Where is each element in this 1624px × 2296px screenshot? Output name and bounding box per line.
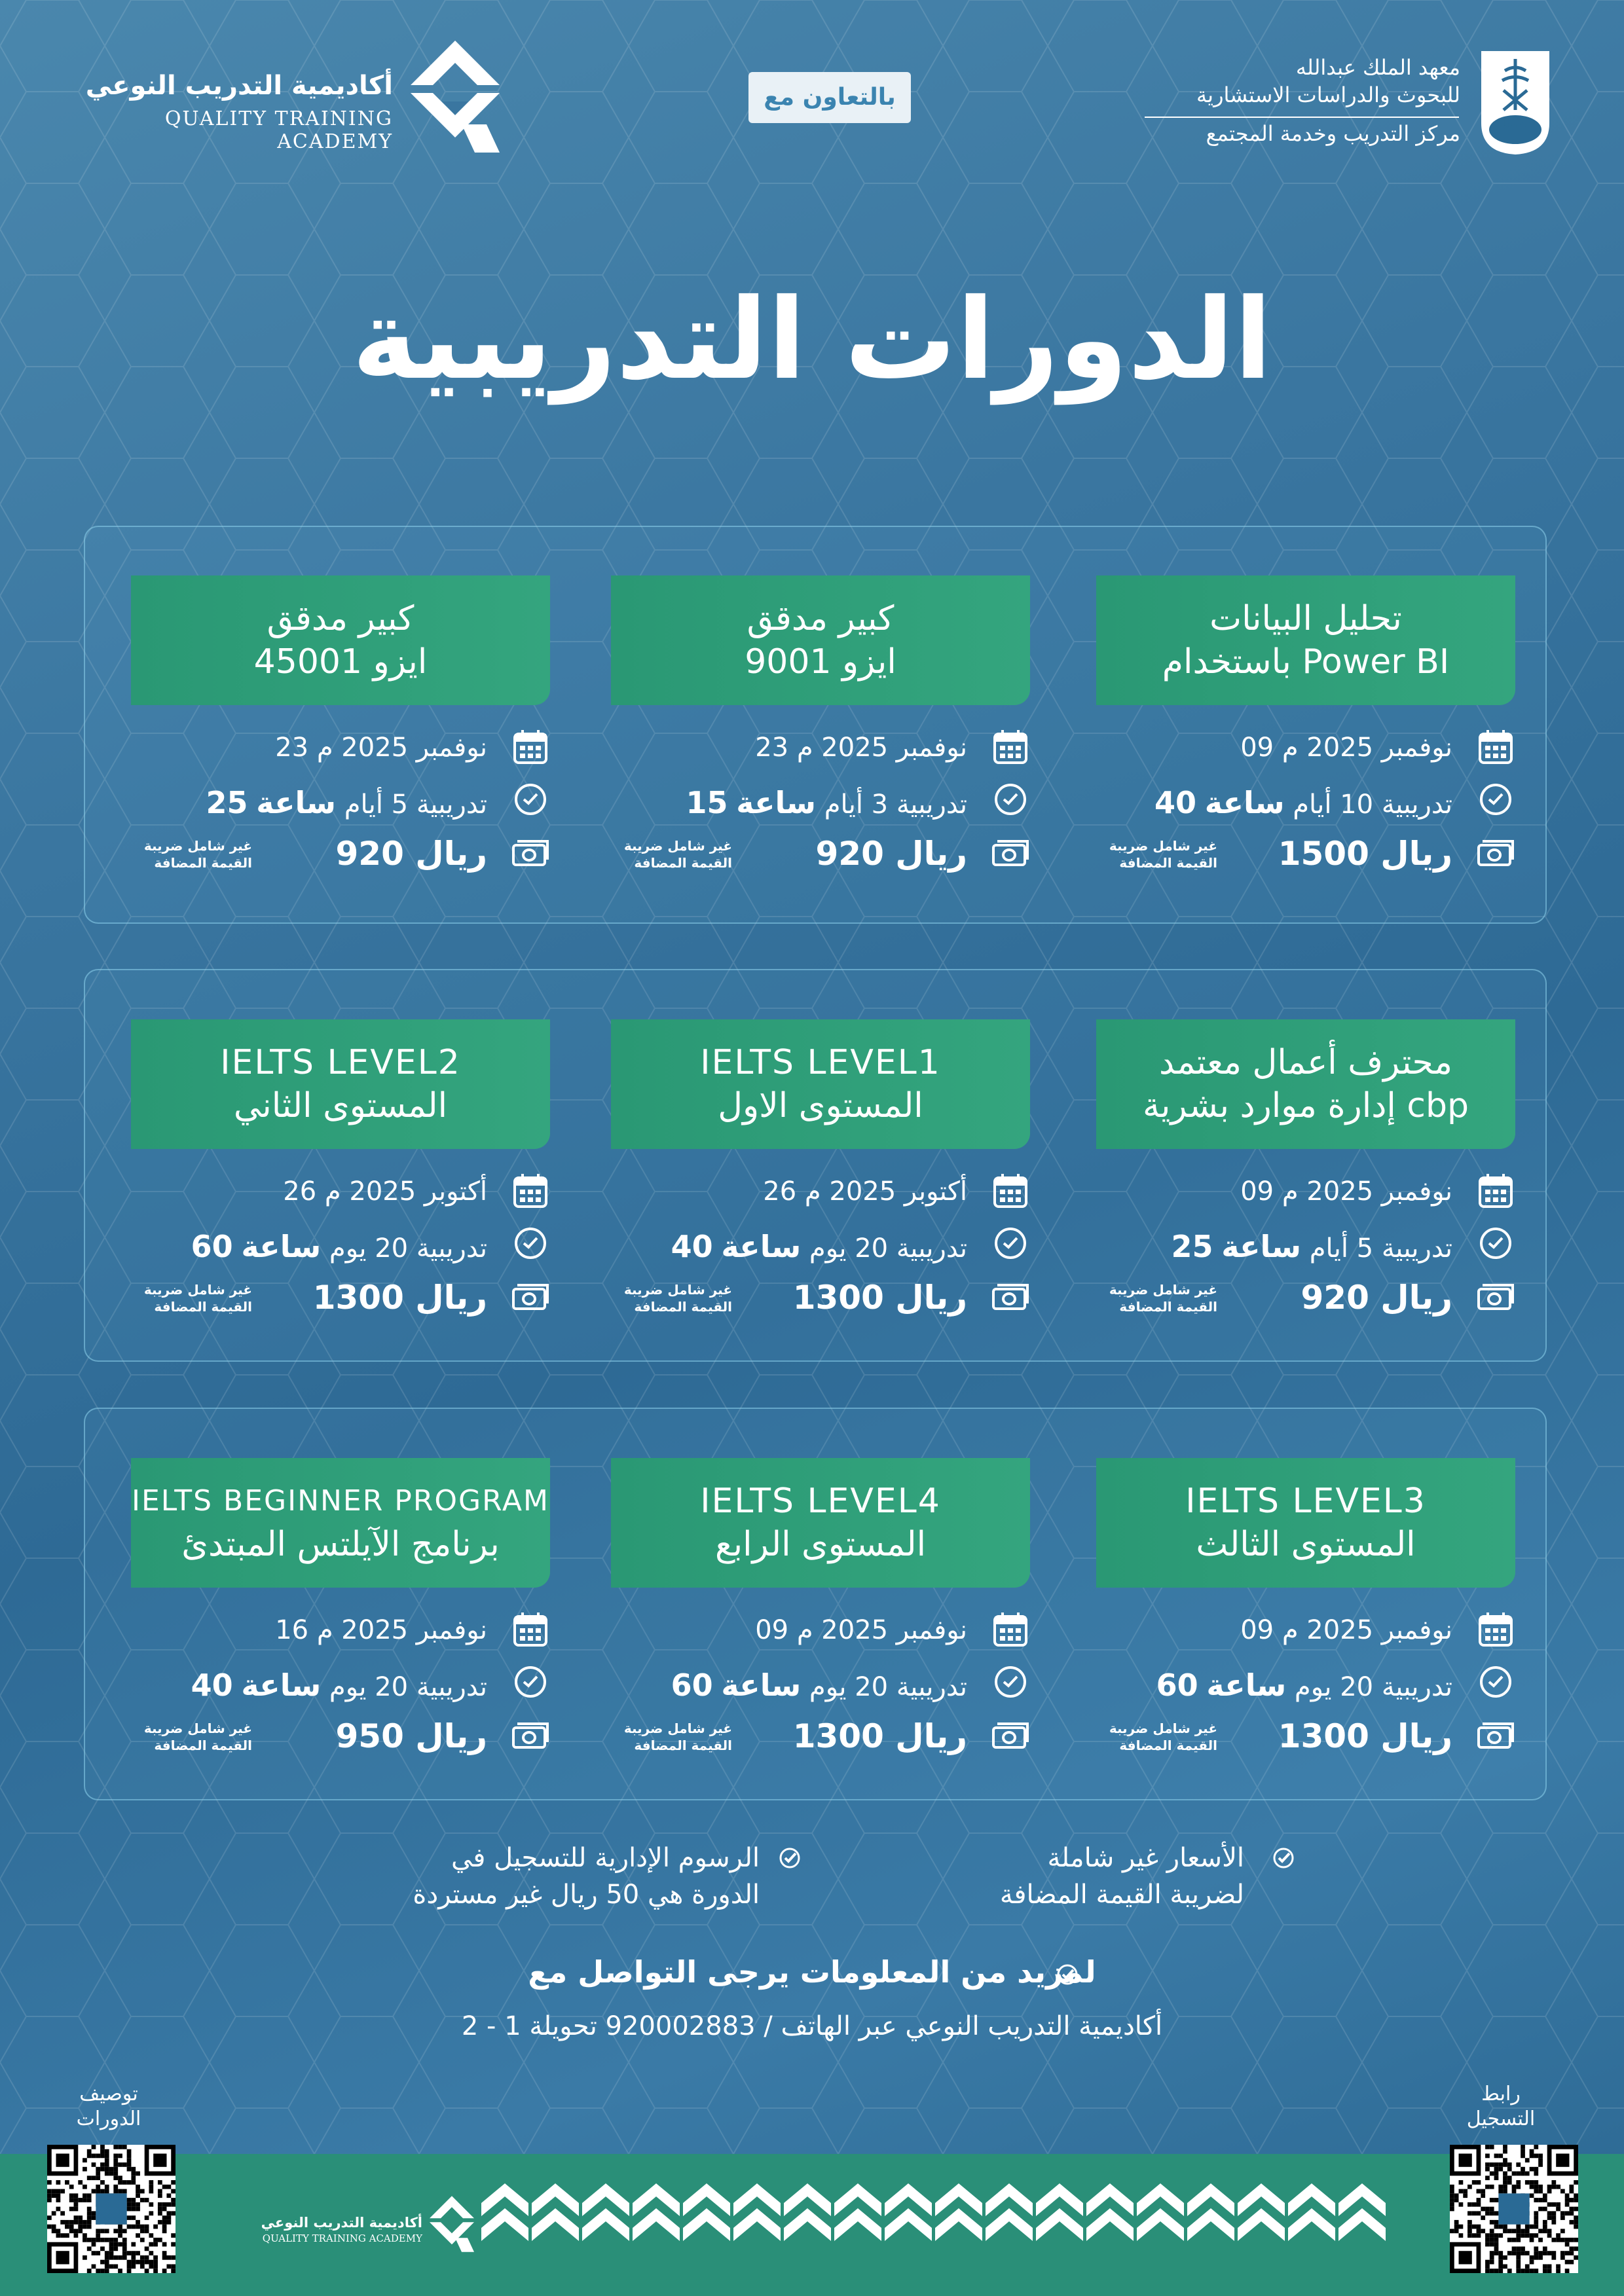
calendar-icon: [511, 727, 550, 768]
course-date: 09 نوفمبر 2025 م: [1240, 733, 1452, 763]
course-date: 26 أكتوبر 2025 م: [283, 1176, 487, 1207]
calendar-icon: [1476, 1610, 1515, 1650]
course-price: 920 ريال: [1301, 1279, 1452, 1317]
course-title: [611, 575, 1030, 705]
chevron-mark: [1086, 2208, 1134, 2241]
institute-name-line2: للبحوث والدراسات الاستشارية: [1196, 82, 1460, 107]
course-date-row: [131, 1171, 550, 1217]
footer-academy-logo-icon: [429, 2195, 475, 2253]
chevron-mark: [935, 2208, 982, 2241]
vat-note-line1: غير شامل ضريبة: [1109, 1721, 1217, 1736]
course-hours: [686, 785, 967, 820]
contact-title: لمزيد من المعلومات يرجى التواصل مع: [528, 1954, 1096, 1990]
course-date-row: [1096, 1610, 1515, 1656]
course-date: 26 أكتوبر 2025 م: [763, 1176, 967, 1207]
course-title: [611, 1019, 1030, 1149]
course-title-line2: إدارة موارد بشرية cbp: [1143, 1086, 1469, 1125]
course-price: 950 ريال: [335, 1717, 487, 1755]
course-hours-row: [131, 1662, 550, 1708]
hours-value: 25: [1171, 1229, 1213, 1264]
vat-note-line1: غير شامل ضريبة: [623, 1282, 732, 1298]
course-title-line1: IELTS BEGINNER PROGRAM: [132, 1484, 549, 1518]
money-icon: [991, 833, 1030, 874]
money-icon: [511, 1716, 550, 1757]
vat-note-line2: القيمة المضافة: [634, 855, 732, 871]
chevron-mark: [1137, 2208, 1184, 2241]
academy-name-arabic: أكاديمية التدريب النوعي: [85, 71, 393, 101]
course-card: [1096, 575, 1515, 890]
clock-check-icon: [991, 1662, 1030, 1703]
course-title-line2: المستوى الاول: [718, 1086, 923, 1125]
course-date-row: [1096, 1171, 1515, 1217]
vat-note: [1096, 1720, 1217, 1754]
clock-check-icon: [511, 780, 550, 820]
course-date: 09 نوفمبر 2025 م: [1240, 1615, 1452, 1645]
note-vat-line2: لضريبة القيمة المضافة: [999, 1880, 1244, 1910]
course-duration: تدريبية 20 يوم: [809, 1233, 967, 1264]
course-hours: [1154, 785, 1452, 820]
course-hours: [191, 1229, 487, 1264]
quality-training-academy-logo: [79, 39, 504, 157]
money-icon: [1476, 1716, 1515, 1757]
money-icon: [991, 1277, 1030, 1318]
clock-check-icon: [1476, 780, 1515, 820]
vat-note: [611, 837, 732, 871]
notes: [0, 1840, 1624, 1925]
institute-divider: [1145, 117, 1459, 118]
institute-name-line1: معهد الملك عبدالله: [1295, 55, 1460, 80]
hours-value: 60: [1156, 1667, 1198, 1703]
description-label-line1: توصيف: [79, 2083, 138, 2105]
course-title: [1096, 575, 1515, 705]
clock-check-icon: [991, 1224, 1030, 1264]
registration-label-line2: التسجيل: [1466, 2107, 1536, 2130]
course-card: [611, 1019, 1030, 1334]
hours-value: 60: [671, 1667, 713, 1703]
course-price-row: [1096, 1277, 1515, 1323]
hours-word: ساعة: [721, 1229, 802, 1264]
hours-word: ساعة: [1204, 785, 1285, 820]
hours-word: ساعة: [241, 1667, 322, 1703]
course-date: 09 نوفمبر 2025 م: [755, 1615, 967, 1645]
course-card: [131, 1019, 550, 1334]
money-icon: [511, 1277, 550, 1318]
footer-academy-name-english: QUALITY TRAINING ACADEMY: [262, 2232, 422, 2244]
vat-note-line2: القيمة المضافة: [154, 1299, 252, 1315]
calendar-icon: [511, 1610, 550, 1650]
course-title-line1: تحليل البيانات: [1209, 599, 1402, 638]
course-hours-row: [1096, 1224, 1515, 1269]
vat-note-line1: غير شامل ضريبة: [143, 1282, 252, 1298]
vat-note: [131, 1281, 252, 1315]
chevron-mark: [986, 2208, 1033, 2241]
vat-note-line2: القيمة المضافة: [154, 1738, 252, 1753]
vat-note-line2: القيمة المضافة: [634, 1738, 732, 1753]
hours-word: ساعة: [1221, 1229, 1302, 1264]
academy-logo-icon: [409, 39, 501, 154]
vat-note: [131, 1720, 252, 1754]
hours-word: ساعة: [1206, 1667, 1287, 1703]
course-hours-row: [131, 1224, 550, 1269]
course-hours-row: [611, 1224, 1030, 1269]
course-title: [1096, 1019, 1515, 1149]
course-date: 09 نوفمبر 2025 م: [1240, 1176, 1452, 1207]
hours-value: 40: [671, 1229, 713, 1264]
course-card: [1096, 1458, 1515, 1772]
chevron-mark: [1187, 2208, 1234, 2241]
chevron-mark: [481, 2208, 528, 2241]
hours-word: ساعة: [721, 1667, 802, 1703]
course-title: [131, 1458, 550, 1588]
academy-name-english: QUALITY TRAINING ACADEMY: [164, 107, 393, 153]
course-card: [611, 1458, 1030, 1772]
course-duration: تدريبية 20 يوم: [1294, 1672, 1452, 1702]
hours-word: ساعة: [736, 785, 817, 820]
money-icon: [511, 833, 550, 874]
vat-note-line1: غير شامل ضريبة: [623, 1721, 732, 1736]
calendar-icon: [511, 1171, 550, 1212]
registration-label-line1: رابط: [1481, 2083, 1521, 2105]
collaboration-badge: بالتعاون مع: [748, 72, 911, 123]
course-hours-row: [131, 780, 550, 826]
check-icon: [1056, 1963, 1079, 1986]
course-price-row: [131, 1277, 550, 1323]
vat-note: [1096, 1281, 1217, 1315]
calendar-icon: [1476, 727, 1515, 768]
vat-note-line1: غير شامل ضريبة: [1109, 838, 1217, 854]
course-duration: تدريبية 20 يوم: [329, 1672, 487, 1702]
check-icon: [1272, 1846, 1295, 1870]
course-title-line1: IELTS LEVEL3: [1185, 1482, 1426, 1521]
chevron-mark: [582, 2208, 629, 2241]
calendar-icon: [991, 727, 1030, 768]
vat-note-line1: غير شامل ضريبة: [143, 1721, 252, 1736]
note-vat: [871, 1840, 1244, 1913]
clock-check-icon: [511, 1662, 550, 1703]
course-price: 1300 ريال: [312, 1279, 487, 1317]
course-title-line2: المستوى الثالث: [1196, 1525, 1416, 1564]
course-title: [131, 575, 550, 705]
course-hours: [671, 1229, 967, 1264]
vat-note-line2: القيمة المضافة: [154, 855, 252, 871]
course-title-line1: IELTS LEVEL1: [700, 1043, 941, 1082]
course-hours-row: [611, 1662, 1030, 1708]
course-title: [611, 1458, 1030, 1588]
course-date: 23 نوفمبر 2025 م: [275, 733, 487, 763]
footer-chevron-pattern: [481, 2183, 1392, 2262]
vat-note-line1: غير شامل ضريبة: [1109, 1282, 1217, 1298]
calendar-icon: [991, 1610, 1030, 1650]
chevron-mark: [834, 2208, 881, 2241]
note-admin-fee-line2: الدورة هي 50 ريال غير مستردة: [413, 1880, 760, 1910]
course-description-qr-code[interactable]: [47, 2145, 175, 2273]
course-date-row: [611, 1171, 1030, 1217]
chevron-mark: [1036, 2208, 1083, 2241]
money-icon: [1476, 1277, 1515, 1318]
hours-value: 40: [191, 1667, 233, 1703]
note-admin-fee: [367, 1840, 760, 1913]
course-date-row: [611, 1610, 1030, 1656]
chevron-mark: [633, 2208, 680, 2241]
money-icon: [1476, 833, 1515, 874]
registration-qr-code[interactable]: [1450, 2145, 1578, 2273]
registration-link-label: [1449, 2082, 1553, 2132]
chevron-mark: [885, 2208, 932, 2241]
calendar-icon: [991, 1171, 1030, 1212]
course-price: 1500 ريال: [1278, 835, 1452, 873]
course-duration: تدريبية 5 أيام: [1309, 1233, 1452, 1264]
course-duration: تدريبية 10 أيام: [1293, 790, 1452, 820]
course-hours: [671, 1667, 967, 1703]
course-price-row: [611, 1277, 1030, 1323]
course-hours-row: [611, 780, 1030, 826]
course-date-row: [1096, 727, 1515, 773]
clock-check-icon: [1476, 1224, 1515, 1264]
course-card: [131, 575, 550, 890]
vat-note-line2: القيمة المضافة: [1119, 855, 1217, 871]
university-emblem-icon: [1479, 45, 1552, 156]
course-date: 23 نوفمبر 2025 م: [755, 733, 967, 763]
contact-phone: أكاديمية التدريب النوعي عبر الهاتف / 920002883 تحويلة 1 - 2: [461, 2011, 1163, 2041]
course-price-row: [1096, 1716, 1515, 1762]
course-description-label: [56, 2082, 161, 2132]
clock-check-icon: [511, 1224, 550, 1264]
chevron-mark: [683, 2208, 730, 2241]
course-hours: [1156, 1667, 1452, 1703]
institute-year: 1957: [1498, 117, 1532, 130]
institute-center-name: مركز التدريب وخدمة المجتمع: [1206, 121, 1460, 146]
course-hours-row: [1096, 1662, 1515, 1708]
course-price: 920 ريال: [335, 835, 487, 873]
course-title-line2: المستوى الرابع: [714, 1525, 927, 1564]
course-title-line2: برنامج الآيلتس المبتدئ: [181, 1525, 500, 1564]
page-title: الدورات التدريبية: [352, 275, 1272, 405]
course-date-row: [611, 727, 1030, 773]
vat-note: [1096, 837, 1217, 871]
chevron-mark: [1288, 2208, 1335, 2241]
course-title-line2: ايزو 9001: [745, 642, 896, 682]
vat-note-line2: القيمة المضافة: [1119, 1738, 1217, 1753]
course-title-line1: IELTS LEVEL4: [700, 1482, 941, 1521]
course-price: 1300 ريال: [792, 1279, 967, 1317]
course-card: [611, 575, 1030, 890]
vat-note-line2: القيمة المضافة: [634, 1299, 732, 1315]
note-vat-line1: الأسعار غير شاملة: [1047, 1843, 1244, 1873]
chevron-mark: [784, 2208, 831, 2241]
course-duration: تدريبية 20 يوم: [809, 1672, 967, 1702]
calendar-icon: [1476, 1171, 1515, 1212]
vat-note: [131, 837, 252, 871]
course-card: [131, 1458, 550, 1772]
clock-check-icon: [1476, 1662, 1515, 1703]
course-price: 1300 ريال: [1278, 1717, 1452, 1755]
course-price-row: [1096, 833, 1515, 879]
chevron-mark: [733, 2208, 781, 2241]
hours-value: 15: [686, 785, 728, 820]
course-date-row: [131, 727, 550, 773]
course-title-line2: المستوى الثاني: [233, 1086, 448, 1125]
hours-value: 25: [206, 785, 248, 820]
vat-note: [611, 1720, 732, 1754]
header: [0, 39, 1624, 164]
hours-value: 40: [1154, 785, 1197, 820]
chevron-mark: [1238, 2208, 1285, 2241]
institute-name: [1113, 54, 1460, 109]
hours-value: 60: [191, 1229, 233, 1264]
note-admin-fee-line1: الرسوم الإدارية للتسجيل في: [451, 1843, 760, 1873]
course-title: [1096, 1458, 1515, 1588]
course-price: 1300 ريال: [792, 1717, 967, 1755]
course-date: 16 نوفمبر 2025 م: [275, 1615, 487, 1645]
course-title: [131, 1019, 550, 1149]
course-price: 920 ريال: [815, 835, 967, 873]
footer-academy-name-arabic: أكاديمية التدريب النوعي: [261, 2215, 422, 2231]
vat-note-line2: القيمة المضافة: [1119, 1299, 1217, 1315]
course-title-line1: كبير مدقق: [267, 599, 415, 638]
course-title-line1: محترف أعمال معتمد: [1159, 1043, 1452, 1082]
vat-note-line1: غير شامل ضريبة: [623, 838, 732, 854]
course-price-row: [131, 1716, 550, 1762]
course-hours: [1171, 1229, 1452, 1264]
course-duration: تدريبية 5 أيام: [344, 790, 487, 820]
chevron-mark: [532, 2208, 579, 2241]
check-icon: [778, 1846, 802, 1870]
vat-note: [611, 1281, 732, 1315]
hours-word: ساعة: [241, 1229, 322, 1264]
course-duration: تدريبية 3 أيام: [824, 790, 967, 820]
clock-check-icon: [991, 780, 1030, 820]
course-title-line2: باستخدام Power BI: [1162, 642, 1450, 682]
course-card: [1096, 1019, 1515, 1334]
course-duration: تدريبية 20 يوم: [329, 1233, 487, 1264]
course-date-row: [131, 1610, 550, 1656]
course-title-line2: ايزو 45001: [253, 642, 428, 682]
hours-word: ساعة: [256, 785, 337, 820]
course-price-row: [611, 833, 1030, 879]
money-icon: [991, 1716, 1030, 1757]
course-price-row: [131, 833, 550, 879]
course-title-line1: IELTS LEVEL2: [220, 1043, 461, 1082]
course-hours: [206, 785, 487, 820]
course-hours-row: [1096, 780, 1515, 826]
vat-note-line1: غير شامل ضريبة: [143, 838, 252, 854]
course-price-row: [611, 1716, 1030, 1762]
course-hours: [191, 1667, 487, 1703]
course-title-line1: كبير مدقق: [747, 599, 895, 638]
description-label-line2: الدورات: [76, 2107, 141, 2130]
chevron-mark: [1338, 2208, 1386, 2241]
